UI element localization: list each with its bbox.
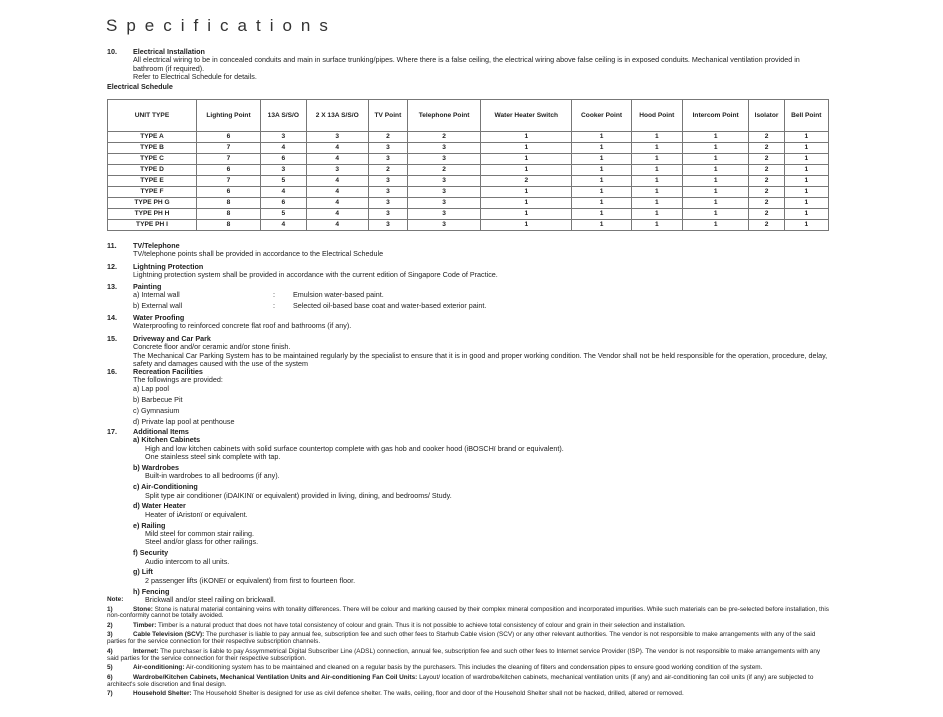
section-electrical-installation xyxy=(107,48,829,82)
electrical-schedule-table xyxy=(107,99,829,231)
unit-type-cell: TYPE E xyxy=(108,176,197,187)
item-text: Mild steel for common stair railing. xyxy=(145,529,255,539)
value-cell: 3 xyxy=(408,154,481,165)
value-cell: 2 xyxy=(749,220,784,231)
value-cell: 3 xyxy=(408,220,481,231)
value-cell: 3 xyxy=(306,132,368,143)
section-heading: TV/Telephone xyxy=(133,241,180,250)
separator: : xyxy=(273,301,275,311)
section-heading: Electrical Installation xyxy=(133,47,205,56)
value-cell: 1 xyxy=(572,165,631,176)
value-cell: 1 xyxy=(784,165,828,176)
value-cell: 1 xyxy=(631,198,682,209)
item-text: One stainless steel sink complete with tap. xyxy=(145,452,281,462)
value-cell: 2 xyxy=(368,165,407,176)
value-cell: 2 xyxy=(408,132,481,143)
note-item xyxy=(107,607,829,621)
note-number: 6) xyxy=(107,673,113,681)
value-cell: 3 xyxy=(368,187,407,198)
list-item: c) Gymnasium xyxy=(133,405,180,415)
column-header: 2 X 13A S/S/O xyxy=(306,100,368,132)
value-cell: 1 xyxy=(572,154,631,165)
column-header: Isolator xyxy=(749,100,784,132)
section-heading: Recreation Facilities xyxy=(133,367,203,376)
notes-label: Note: xyxy=(107,596,124,603)
section-driveway-car-park xyxy=(107,335,829,369)
value-cell: 1 xyxy=(631,209,682,220)
value-cell: 1 xyxy=(631,220,682,231)
note-item xyxy=(107,691,829,698)
value-cell: 1 xyxy=(784,209,828,220)
item-text: Brickwall and/or steel railing on brickwall. xyxy=(145,595,276,605)
value-cell: 2 xyxy=(408,165,481,176)
value-cell: 1 xyxy=(631,176,682,187)
note-title: Wardrobe/Kitchen Cabinets, Mechanical Ventilation Units and Air-conditioning Fan Coil Units: xyxy=(133,673,418,681)
value-cell: 2 xyxy=(749,176,784,187)
value-cell: 4 xyxy=(261,143,307,154)
unit-type-cell: TYPE F xyxy=(108,187,197,198)
value-cell: 1 xyxy=(572,143,631,154)
section-number: 12. xyxy=(107,262,117,271)
list-item: d) Private lap pool at penthouse xyxy=(133,416,235,426)
note-title: Stone: xyxy=(133,605,153,613)
value-cell: 1 xyxy=(481,209,572,220)
value-cell: 3 xyxy=(368,143,407,154)
value-cell: 1 xyxy=(682,187,749,198)
column-header: Water Heater Switch xyxy=(481,100,572,132)
note-title: Household Shelter: xyxy=(133,690,192,698)
value-cell: 1 xyxy=(784,132,828,143)
value-cell: 8 xyxy=(197,198,261,209)
paragraph: Concrete floor and/or ceramic and/or stone finish. xyxy=(133,342,291,352)
value-cell: 2 xyxy=(749,132,784,143)
note-title: Air-conditioning: xyxy=(133,664,185,672)
table-row xyxy=(108,165,829,176)
note-text: Air-conditioning system has to be maintained and cleaned on a regular basis by the purchasers. This includes the cleaning of filters and condensation pipes to ensure good working condition of the system. xyxy=(185,664,763,672)
value-cell: 7 xyxy=(197,143,261,154)
note-number: 7) xyxy=(107,690,113,698)
note-item xyxy=(107,649,829,663)
value-cell: 1 xyxy=(481,187,572,198)
column-header: TV Point xyxy=(368,100,407,132)
value-cell: 4 xyxy=(306,154,368,165)
item-title: g) Lift xyxy=(133,567,153,577)
value-cell: 3 xyxy=(408,143,481,154)
value-cell: 3 xyxy=(368,154,407,165)
value-cell: 2 xyxy=(749,165,784,176)
value-cell: 1 xyxy=(481,198,572,209)
paragraph: Waterproofing to reinforced concrete flat roof and bathrooms (if any). xyxy=(133,321,352,331)
value-cell: 3 xyxy=(306,165,368,176)
value-cell: 1 xyxy=(682,176,749,187)
table-row xyxy=(108,209,829,220)
value-cell: 3 xyxy=(368,220,407,231)
value-cell: 5 xyxy=(261,176,307,187)
value-cell: 2 xyxy=(368,132,407,143)
value-cell: 3 xyxy=(408,187,481,198)
column-header: Cooker Point xyxy=(572,100,631,132)
section-recreation-facilities xyxy=(107,368,829,426)
column-header: Lighting Point xyxy=(197,100,261,132)
item-title: f) Security xyxy=(133,548,169,558)
list-item: b) Barbecue Pit xyxy=(133,394,183,404)
table-row xyxy=(108,220,829,231)
value-cell: 3 xyxy=(368,198,407,209)
value-cell: 1 xyxy=(481,165,572,176)
value-cell: 2 xyxy=(481,176,572,187)
column-header: Bell Point xyxy=(784,100,828,132)
value-cell: 1 xyxy=(784,154,828,165)
note-text: The Household Shelter is designed for use as civil defence shelter. The walls, ceiling, floor and door of the Household Shelter shall not be hacked, drilled, altered or removed. xyxy=(193,690,684,698)
value-cell: 6 xyxy=(197,132,261,143)
value-cell: 1 xyxy=(784,176,828,187)
paragraph: TV/telephone points shall be provided in accordance to the Electrical Schedule xyxy=(133,249,384,259)
note-text: The purchaser is liable to pay Assymmetrical Digital Subscriber Line (ADSL) connection, annual fee, subscription fee and such other fees to Internet service Provider (ISP). The vendor is not responsible to make arrangements with any said parties for the service connection for their respective subscription. xyxy=(107,647,821,662)
table-row xyxy=(108,198,829,209)
paragraph: The followings are provided: xyxy=(133,375,223,385)
value-cell: 4 xyxy=(261,220,307,231)
item-title: d) Water Heater xyxy=(133,501,186,511)
item-text: High and low kitchen cabinets with solid surface countertop complete with gas hob and cooker hood (iBOSCHï brand or equivalent). xyxy=(145,443,564,453)
item-text: Heater of iAristonï or equivalent. xyxy=(145,509,248,519)
value-cell: 1 xyxy=(784,220,828,231)
item-title: a) Kitchen Cabinets xyxy=(133,435,201,445)
item-title: b) Wardrobes xyxy=(133,463,180,473)
unit-type-cell: TYPE A xyxy=(108,132,197,143)
value-cell: 2 xyxy=(749,209,784,220)
value-cell: 1 xyxy=(682,198,749,209)
value-cell: 1 xyxy=(572,198,631,209)
value-cell: 1 xyxy=(481,154,572,165)
value-cell: 1 xyxy=(631,143,682,154)
value-cell: 3 xyxy=(368,176,407,187)
list-item: a) Lap pool xyxy=(133,383,169,393)
painting-item xyxy=(133,291,829,299)
section-heading: Driveway and Car Park xyxy=(133,334,211,343)
note-number: 2) xyxy=(107,621,113,629)
item-title: h) Fencing xyxy=(133,586,170,596)
value-cell: 1 xyxy=(631,154,682,165)
section-number: 13. xyxy=(107,282,117,291)
paragraph: All electrical wiring to be in concealed conduits and main in surface trunking/pipes. Where there is a false ceiling, the electrical wiring above false ceiling is in exposed conduits. Mechanical ventilation provided in bathroom (if required). xyxy=(133,55,800,73)
unit-type-cell: TYPE PH H xyxy=(108,209,197,220)
value-cell: 2 xyxy=(749,187,784,198)
value-cell: 6 xyxy=(197,187,261,198)
value-cell: 6 xyxy=(261,154,307,165)
separator: : xyxy=(273,290,275,300)
item-text: Built-in wardrobes to all bedrooms (if any). xyxy=(145,471,280,481)
value-cell: 4 xyxy=(306,176,368,187)
unit-type-cell: TYPE D xyxy=(108,165,197,176)
value-cell: 2 xyxy=(749,154,784,165)
table-row xyxy=(108,176,829,187)
value-cell: 3 xyxy=(368,209,407,220)
schedule-label: Electrical Schedule xyxy=(107,82,173,91)
note-number: 1) xyxy=(107,605,113,613)
item-text: Steel and/or glass for other railings. xyxy=(145,537,259,547)
item-title: e) Railing xyxy=(133,520,166,530)
value-cell: 1 xyxy=(572,209,631,220)
value-cell: 6 xyxy=(261,198,307,209)
value-cell: 1 xyxy=(682,154,749,165)
paragraph: The Mechanical Car Parking System has to be maintained regularly by the specialist to ensure that it is in good and proper working condition. The Vendor shall not be held responsible for the operation, procedure, delay, safety and damages caused with the use of the system xyxy=(133,350,828,369)
value-cell: 1 xyxy=(682,220,749,231)
value-cell: 1 xyxy=(481,143,572,154)
note-number: 3) xyxy=(107,631,113,639)
paragraph: Lightning protection system shall be provided in accordance with the current edition of Singapore Code of Practice. xyxy=(133,270,498,280)
value-cell: 1 xyxy=(682,132,749,143)
section-number: 16. xyxy=(107,367,117,376)
value-cell: 4 xyxy=(306,187,368,198)
value-cell: 2 xyxy=(749,143,784,154)
value-cell: 8 xyxy=(197,220,261,231)
note-text: Layout/ location of wardrobe/kitchen cabinets, mechanical ventilation units (if any) and air-conditioning fan coil units (if any) are subjected to architect's sole discretion and final design. xyxy=(107,673,814,688)
note-number: 5) xyxy=(107,664,113,672)
paragraph: Refer to Electrical Schedule for details. xyxy=(133,72,257,82)
value-cell: 1 xyxy=(784,198,828,209)
painting-item xyxy=(133,302,829,310)
item-text: Audio intercom to all units. xyxy=(145,556,230,566)
value-cell: 4 xyxy=(261,187,307,198)
column-header: Intercom Point xyxy=(682,100,749,132)
value-cell: 6 xyxy=(197,165,261,176)
value-cell: 3 xyxy=(408,176,481,187)
unit-type-cell: TYPE C xyxy=(108,154,197,165)
column-header: Telephone Point xyxy=(408,100,481,132)
value-cell: 1 xyxy=(572,176,631,187)
value-cell: 7 xyxy=(197,154,261,165)
value-cell: 1 xyxy=(784,143,828,154)
value-cell: 1 xyxy=(572,187,631,198)
page-title: Specifications xyxy=(106,16,337,35)
section-number: 14. xyxy=(107,313,117,322)
unit-type-cell: TYPE B xyxy=(108,143,197,154)
value-cell: 1 xyxy=(481,220,572,231)
value-cell: 3 xyxy=(261,132,307,143)
table-row xyxy=(108,154,829,165)
value-cell: 1 xyxy=(682,209,749,220)
item-title: c) Air-Conditioning xyxy=(133,482,198,492)
column-header: UNIT TYPE xyxy=(108,100,197,132)
value-cell: 1 xyxy=(784,187,828,198)
value-cell: 1 xyxy=(481,132,572,143)
value-cell: 3 xyxy=(408,198,481,209)
value-cell: 5 xyxy=(261,209,307,220)
value-cell: 2 xyxy=(749,198,784,209)
note-text: Timber is a natural product that does not have total consistency of colour and grain. Thus it is not possible to achieve total consistency of colour and grain in their selection and installation. xyxy=(158,621,686,629)
value-cell: 4 xyxy=(306,220,368,231)
item-label: a) Internal wall xyxy=(133,290,180,300)
value-cell: 1 xyxy=(572,220,631,231)
unit-type-cell: TYPE PH G xyxy=(108,198,197,209)
note-number: 4) xyxy=(107,647,113,655)
value-cell: 3 xyxy=(408,209,481,220)
section-heading: Water Proofing xyxy=(133,313,185,322)
section-painting xyxy=(107,283,829,311)
item-label: b) External wall xyxy=(133,301,183,311)
note-title: Internet: xyxy=(133,647,159,655)
note-item xyxy=(107,632,829,646)
item-text: 2 passenger lifts (iKONEï or equivalent) from first to fourteen floor. xyxy=(145,575,356,585)
table-header-row xyxy=(108,100,829,132)
column-header: 13A S/S/O xyxy=(261,100,307,132)
table-row xyxy=(108,187,829,198)
section-number: 17. xyxy=(107,427,117,436)
note-text: Stone is natural material containing veins with tonality differences. There will be colour and marking caused by their complex mineral composition and incorporated impurities. While such materials can be pre-selected before installation, this non-conformity cannot be totally avoided. xyxy=(107,605,829,620)
section-heading: Painting xyxy=(133,282,162,291)
section-water-proofing xyxy=(107,314,829,331)
section-number: 11. xyxy=(107,241,117,250)
section-number: 10. xyxy=(107,47,117,56)
value-cell: 1 xyxy=(631,132,682,143)
value-cell: 3 xyxy=(261,165,307,176)
note-title: Cable Television (SCV): xyxy=(133,631,205,639)
table-row xyxy=(108,132,829,143)
unit-type-cell: TYPE PH I xyxy=(108,220,197,231)
section-lightning-protection xyxy=(107,263,829,280)
notes xyxy=(107,597,829,698)
section-number: 15. xyxy=(107,334,117,343)
section-additional-items xyxy=(107,428,829,604)
value-cell: 4 xyxy=(306,198,368,209)
value-cell: 1 xyxy=(631,187,682,198)
note-item xyxy=(107,665,829,672)
value-cell: 1 xyxy=(631,165,682,176)
item-value: Selected oil-based base coat and water-based exterior paint. xyxy=(293,301,487,311)
value-cell: 4 xyxy=(306,143,368,154)
table-row xyxy=(108,143,829,154)
note-item xyxy=(107,623,829,630)
column-header: Hood Point xyxy=(631,100,682,132)
value-cell: 1 xyxy=(682,165,749,176)
item-value: Emulsion water-based paint. xyxy=(293,290,384,300)
value-cell: 1 xyxy=(682,143,749,154)
section-tv-telephone xyxy=(107,242,829,259)
value-cell: 1 xyxy=(572,132,631,143)
section-heading: Lightning Protection xyxy=(133,262,204,271)
value-cell: 8 xyxy=(197,209,261,220)
value-cell: 7 xyxy=(197,176,261,187)
note-item xyxy=(107,675,829,689)
value-cell: 4 xyxy=(306,209,368,220)
note-title: Timber: xyxy=(133,621,157,629)
note-text: The purchaser is liable to pay annual fee, subscription fee and such other fees to Starhub Cable vision (SCV) or any other relevant authorities. The vendor is not responsible to make arrangements with any of the said parties for the service connection for their respective subscription channels. xyxy=(107,631,816,646)
item-text: Split type air conditioner (iDAIKINï or equivalent) provided in living, dining, and bedrooms/ Study. xyxy=(145,490,452,500)
section-heading: Additional Items xyxy=(133,427,189,436)
